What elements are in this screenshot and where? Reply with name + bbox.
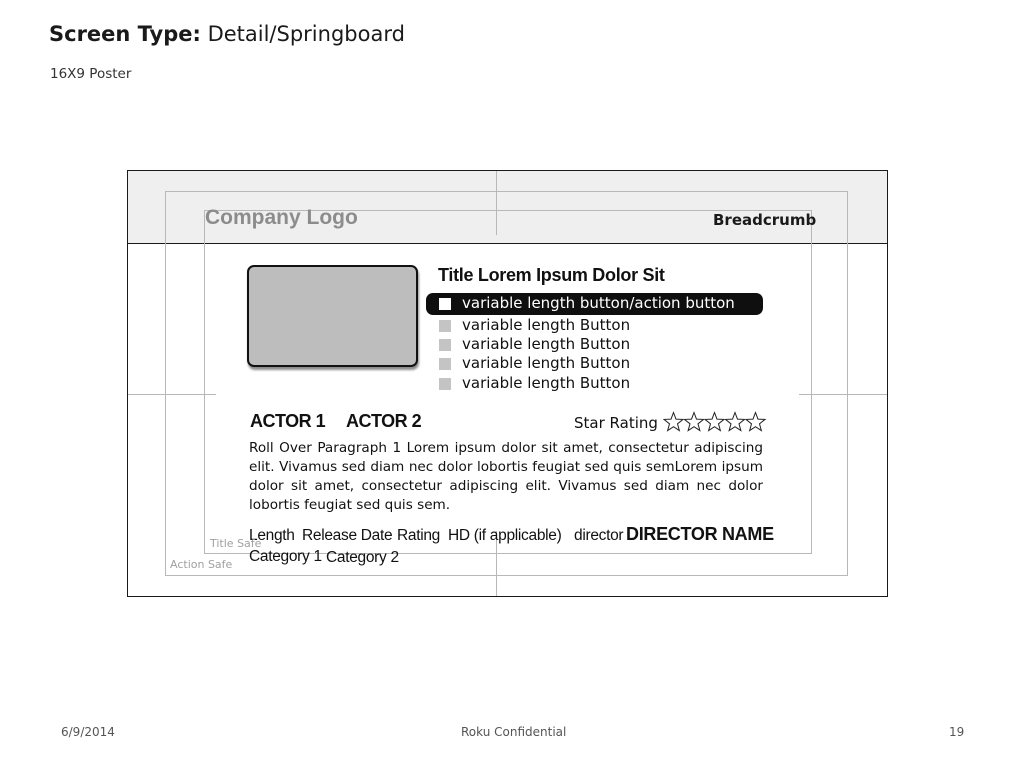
center-horizontal-guide-left [128,394,216,395]
star-icon [725,413,744,431]
star-rating-label: Star Rating [574,414,658,432]
center-horizontal-guide-right [799,394,887,395]
button-bullet-icon [439,378,451,390]
button-bullet-icon [439,298,451,310]
footer-page-number: 19 [949,725,965,739]
screen-type-label: Screen Type: [49,22,201,46]
description-paragraph: Roll Over Paragraph 1 Lorem ipsum dolor sit amet, consectetur adipiscing elit. Vivamus sed diam nec dolor lobortis feugiat sed quis semLorem ipsum dolor sit amet, consectetur adipiscing elit. Vivamus sed diam nec dolor lobortis feugiat sed quis sem. [249,440,763,513]
button-bullet-icon [439,320,451,332]
meta-category-2: Category 2 [326,549,399,566]
action-button-label: variable length Button [462,316,631,334]
director-name: DIRECTOR NAME [626,524,774,544]
actor-1: ACTOR 1 [250,411,326,431]
button-bullet-icon [439,358,451,370]
footer-confidential: Roku Confidential [461,725,567,739]
action-button-label: variable length Button [462,374,631,392]
star-rating [663,411,768,433]
action-button-label: variable length Button [462,335,631,353]
meta-length: Length [249,527,295,544]
footer-date: 6/9/2014 [61,725,115,739]
meta-rating: Rating [397,527,441,544]
meta-hd: HD (if applicable) [448,527,562,544]
star-icon [746,413,765,431]
button-bullet-icon [439,339,451,351]
center-vertical-guide-top [496,171,497,235]
breadcrumb[interactable]: Breadcrumb [713,211,817,229]
screen-type-heading [49,22,405,46]
action-button-label: variable length Button [462,354,631,372]
meta-release-date: Release Date [302,527,393,544]
star-icon [705,413,724,431]
action-safe-label: Action Safe [170,558,233,571]
star-icon [664,413,683,431]
screen-mockup [127,170,888,597]
action-button-selected[interactable] [426,293,763,315]
meta-director-label: director [574,527,624,544]
action-button-label: variable length button/action button [462,294,735,312]
poster-image-placeholder [247,265,418,367]
actor-2: ACTOR 2 [346,411,422,431]
action-button[interactable] [426,373,763,395]
star-icon [684,413,703,431]
screen-type-value: Detail/Springboard [207,22,405,46]
action-button[interactable] [426,353,763,375]
title-safe-label: Title Safe [210,537,262,550]
meta-category-1: Category 1 [249,548,322,565]
company-logo: Company Logo [205,206,358,229]
slide-subtitle: 16X9 Poster [50,66,132,82]
content-title: Title Lorem Ipsum Dolor Sit [438,265,665,285]
